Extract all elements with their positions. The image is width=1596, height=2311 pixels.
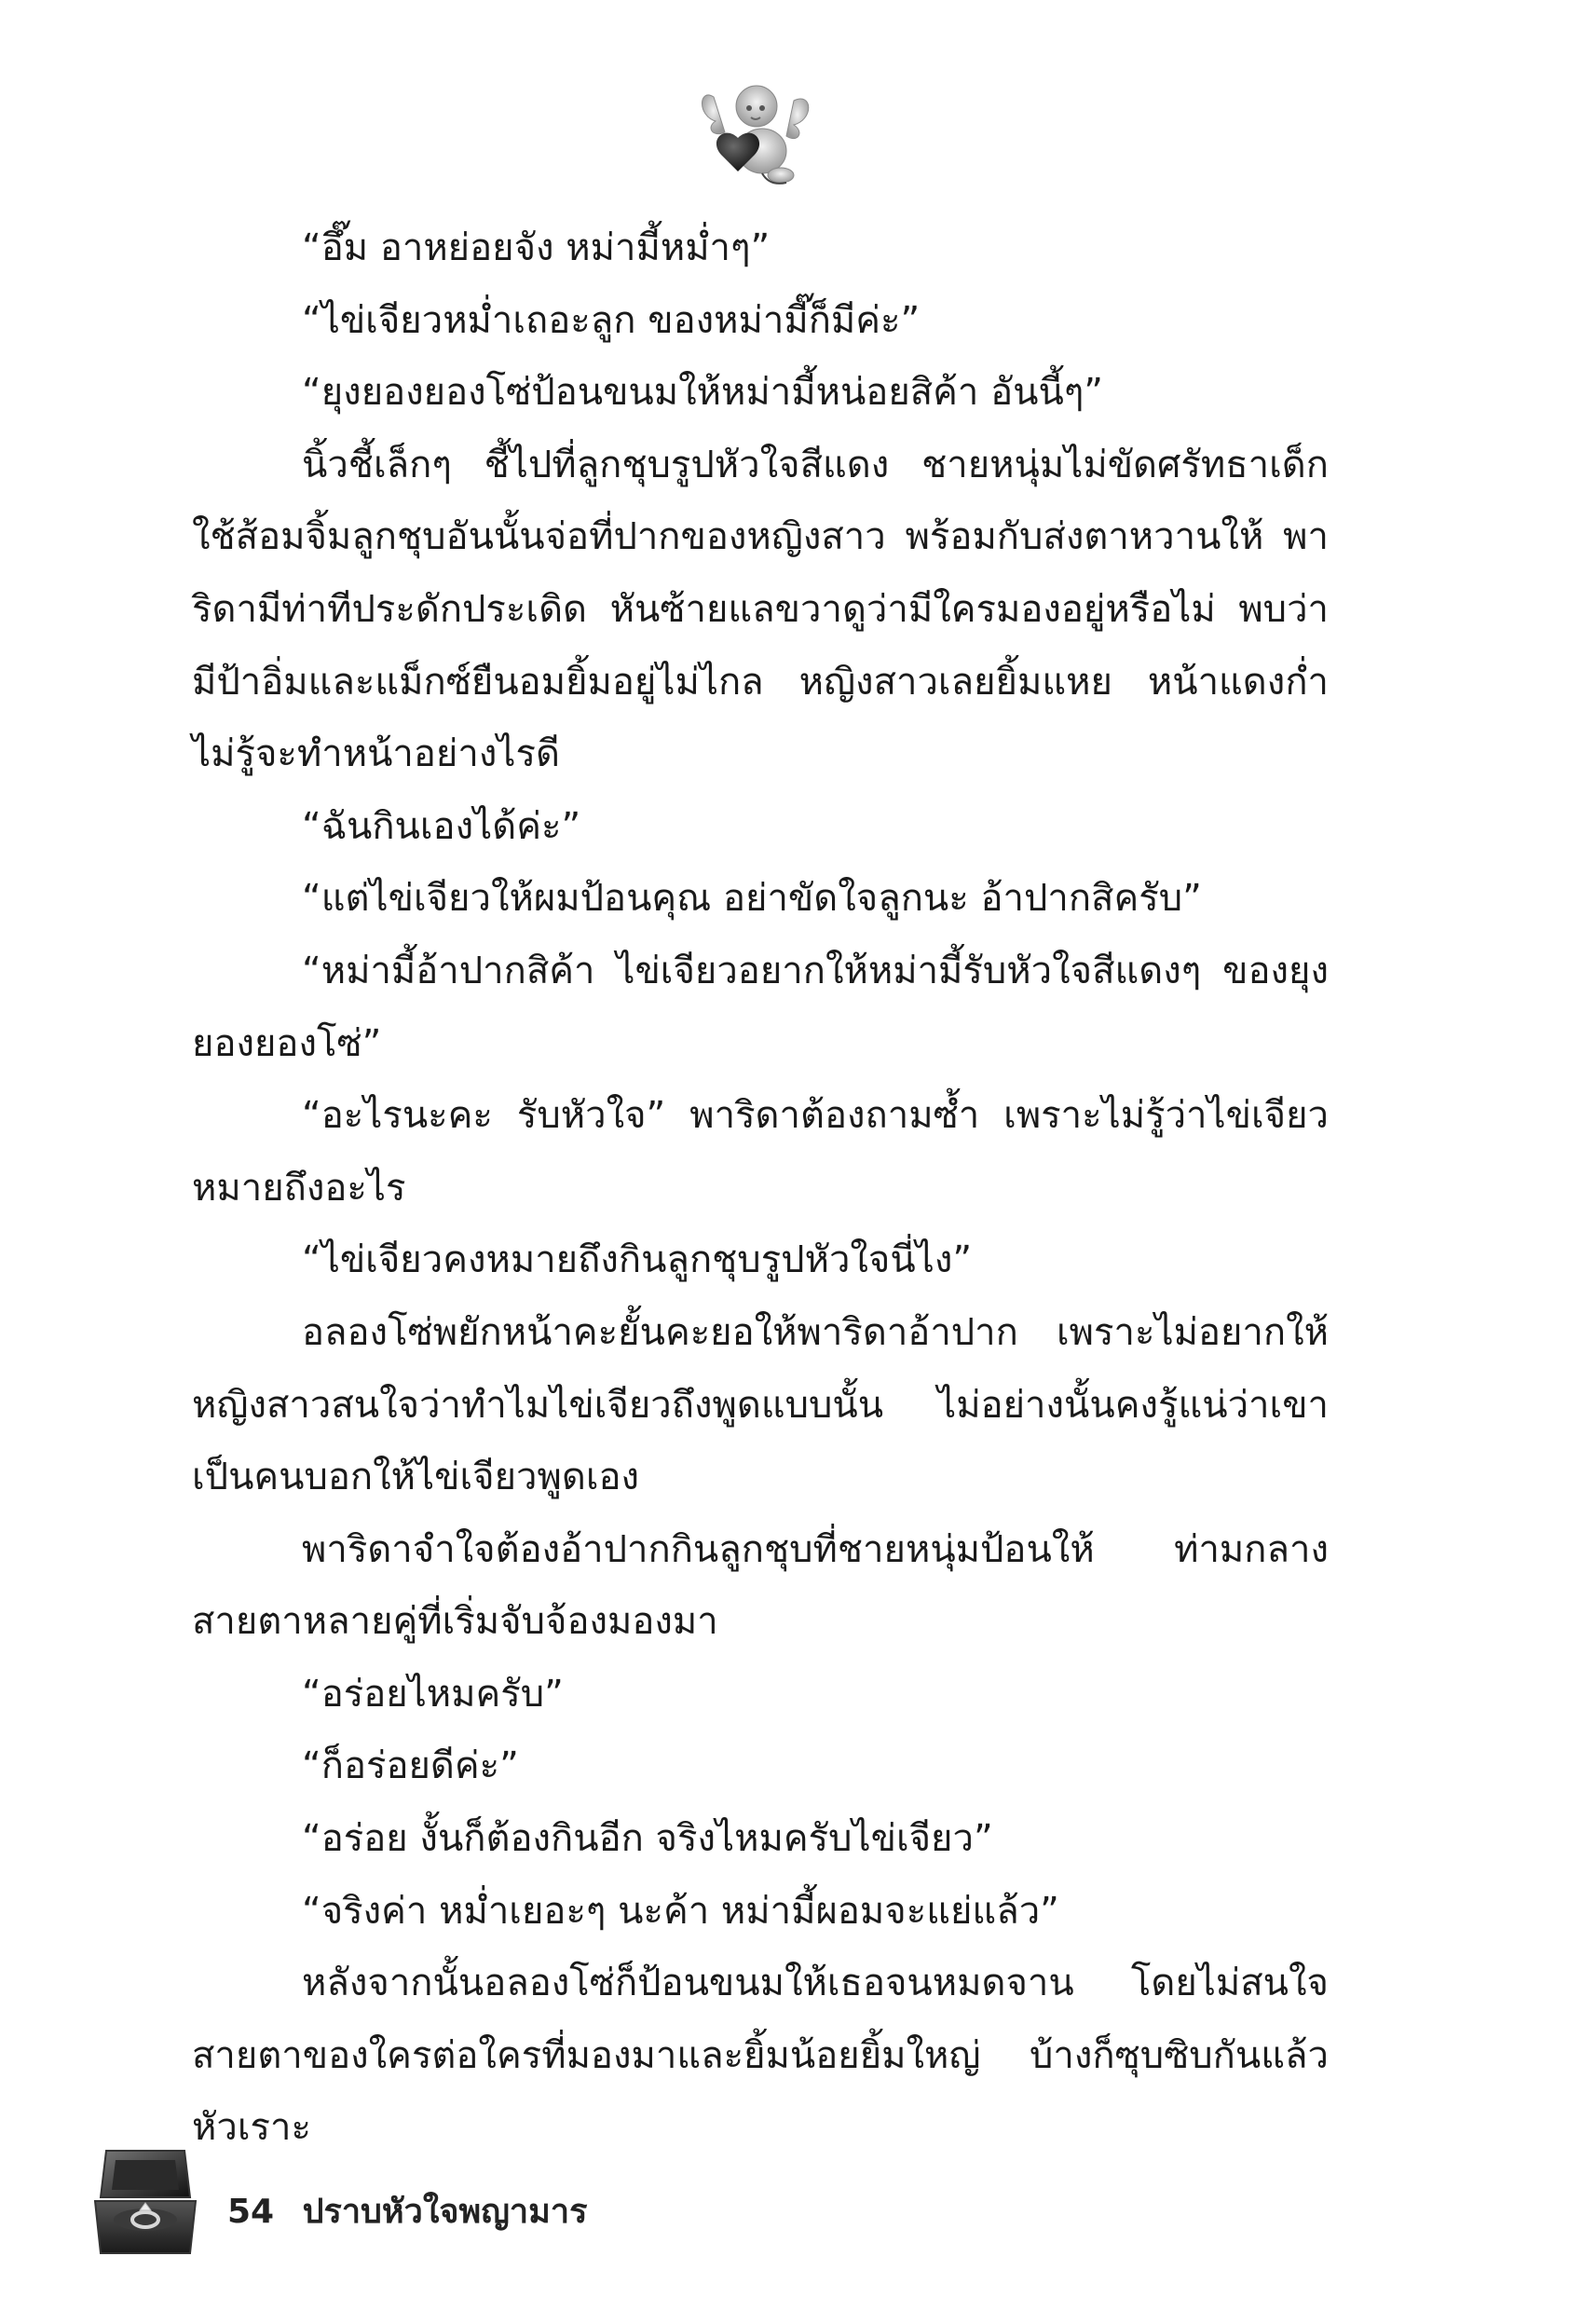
book-title: ปราบหัวใจพญามาร <box>302 2193 588 2231</box>
paragraph-16: หลังจากนั้นอลองโซ่ก็ป้อนขนมให้เธอจนหมดจาน โดยไม่สนใจสายตาของใครต่อใครที่มองมาและยิ้มน้อยยิ้มใหญ่ บ้างก็ซุบซิบกันแล้วหัวเราะ <box>192 1962 1329 2150</box>
cherub-with-heart-icon <box>697 78 816 190</box>
paragraph-12: “อร่อยไหมครับ” <box>302 1672 564 1716</box>
paragraph-15: “จริงค่า หม่ำเยอะๆ นะค้า หม่ามี้ผอมจะแย่แล้ว” <box>302 1889 1059 1933</box>
paragraph-14: “อร่อย งั้นก็ต้องกินอีก จริงไหมครับไข่เจียว” <box>302 1817 993 1861</box>
body-text <box>192 212 1329 2165</box>
paragraph-1: “อึ๊ม อาหย่อยจัง หม่ามี้หม่ำๆ” <box>302 226 771 269</box>
paragraph-10: อลองโซ่พยักหน้าคะยั้นคะยอให้พาริดาอ้าปาก เพราะไม่อยากให้หญิงสาวสนใจว่าทำไมไข่เจียวถึงพูดแบบนั้น ไม่อย่างนั้นคงรู้แน่ว่าเขาเป็นคนบอกให้ไข่เจียวพูดเอง <box>192 1310 1329 1499</box>
paragraph-13: “ก็อร่อยดีค่ะ” <box>302 1744 519 1788</box>
paragraph-5: “ฉันกินเองได้ค่ะ” <box>302 804 581 848</box>
paragraph-11: พาริดาจำใจต้องอ้าปากกินลูกชุบที่ชายหนุ่มป้อนให้ ท่ามกลางสายตาหลายคู่ที่เริ่มจับจ้องมองมา <box>192 1527 1329 1644</box>
ring-box-icon <box>86 2143 205 2263</box>
page-footer <box>227 2184 587 2237</box>
paragraph-8: “อะไรนะคะ รับหัวใจ” พาริดาต้องถามซ้ำ เพราะไม่รู้ว่าไข่เจียวหมายถึงอะไร <box>192 1094 1329 1210</box>
paragraph-3: “ยุงยองยองโซ่ป้อนขนมให้หม่ามี้หน่อยสิค้า อันนี้ๆ” <box>302 371 1104 415</box>
paragraph-2: “ไข่เจียวหม่ำเถอะลูก ของหม่ามี๊ก็มีค่ะ” <box>302 298 921 342</box>
page-number: 54 <box>227 2193 275 2231</box>
paragraph-9: “ไข่เจียวคงหมายถึงกินลูกชุบรูปหัวใจนี่ไง” <box>302 1238 973 1282</box>
paragraph-7: “หม่ามี้อ้าปากสิค้า ไข่เจียวอยากให้หม่ามี้รับหัวใจสีแดงๆ ของยุงยองยองโซ่” <box>192 949 1329 1065</box>
paragraph-6: “แต่ไข่เจียวให้ผมป้อนคุณ อย่าขัดใจลูกนะ อ้าปากสิครับ” <box>302 877 1202 921</box>
paragraph-4: นิ้วชี้เล็กๆ ชี้ไปที่ลูกชุบรูปหัวใจสีแดง ชายหนุ่มไม่ขัดศรัทธาเด็ก ใช้ส้อมจิ้มลูกชุบอันนั้นจ่อที่ปากของหญิงสาว พร้อมกับส่งตาหวานให้ พาริดามีท่าทีประดักประเดิด หันซ้ายแลขวาดูว่ามีใครมองอยู่หรือไม่ พบว่ามีป้าอิ่มและแม็กซ์ยืนอมยิ้มอยู่ไม่ไกล หญิงสาวเลยยิ้มแหย หน้าแดงก่ำ ไม่รู้จะทำหน้าอย่างไรดี <box>192 443 1329 776</box>
